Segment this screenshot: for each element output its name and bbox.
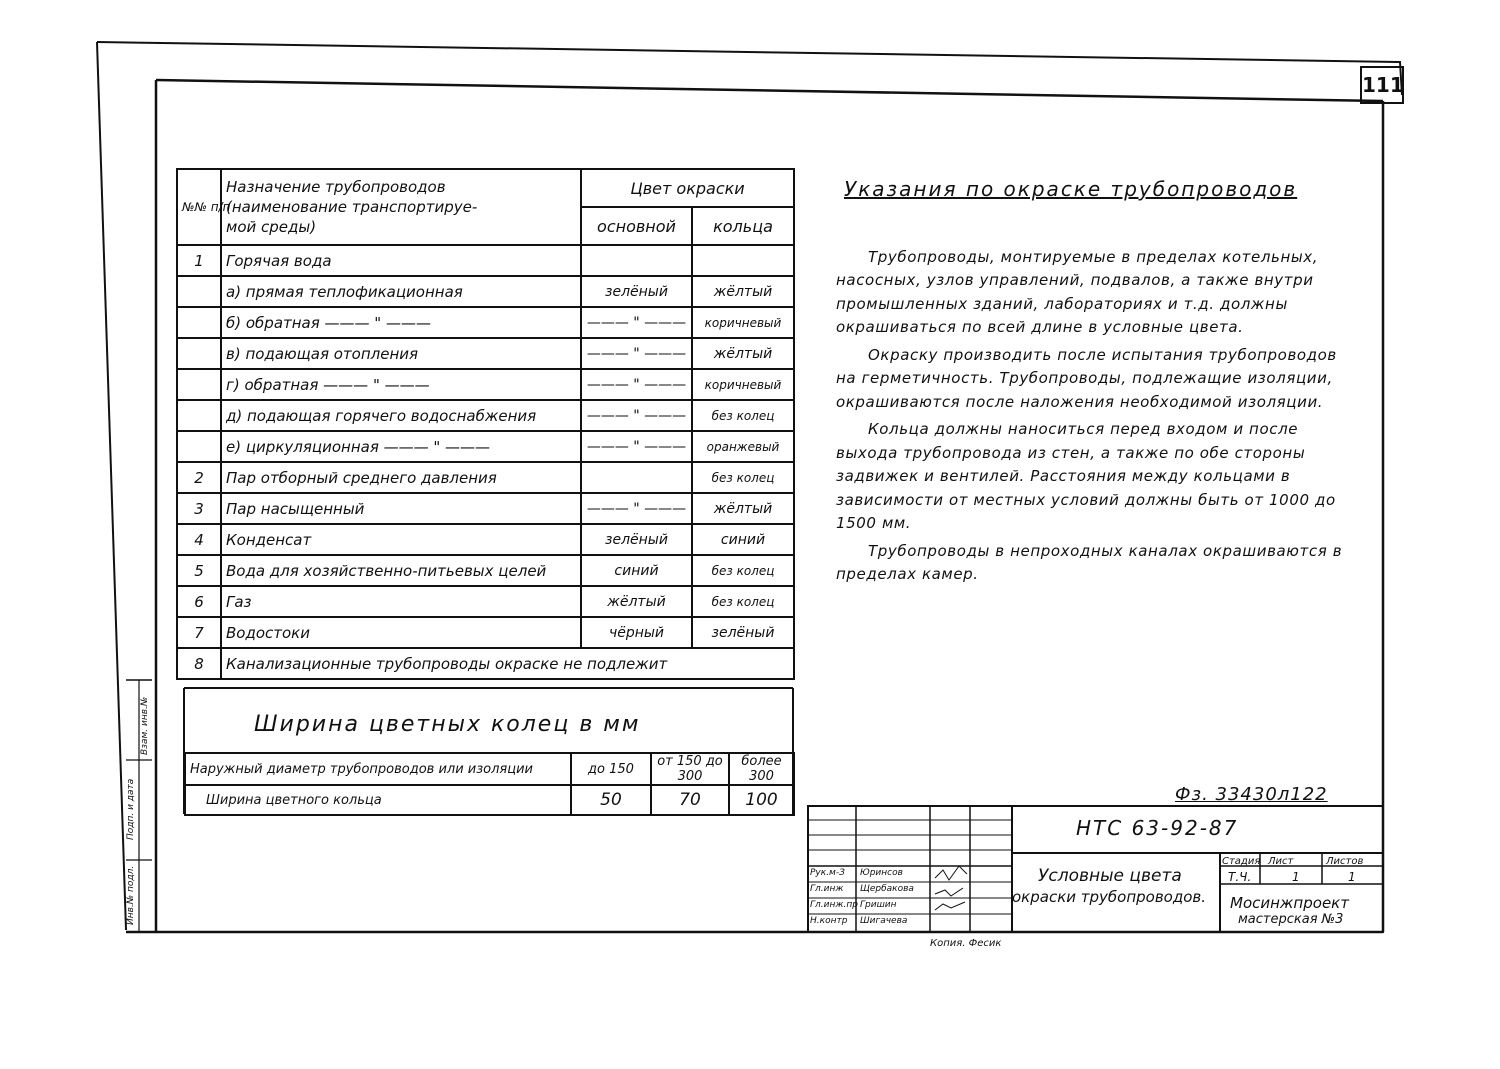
ring-val-1: 70	[651, 785, 729, 815]
role-2: Гл.инж.пр	[810, 900, 858, 910]
row-base-color	[581, 462, 692, 493]
side-stamp-0: Инв.№ подл.	[126, 865, 136, 925]
table-row	[177, 400, 794, 431]
person-3: Шигачева	[860, 916, 908, 926]
row-num: 6	[177, 586, 221, 617]
row-num: 1	[177, 245, 221, 276]
row-ring-color: зелёный	[692, 617, 794, 648]
sheet-label: Лист	[1268, 856, 1294, 867]
row-name: е) циркуляционная ——— " ———	[221, 431, 581, 462]
organization-name: Мосинжпроект	[1230, 894, 1349, 912]
table-row	[177, 462, 794, 493]
instructions-title: Указания по окраске трубопроводов	[844, 177, 1298, 201]
row-base-color: ——— " ———	[581, 431, 692, 462]
row-num	[177, 431, 221, 462]
role-1: Гл.инж	[810, 884, 844, 894]
row-ring-color: без колец	[692, 400, 794, 431]
row-ring-color: оранжевый	[692, 431, 794, 462]
header-num: №№ п/п	[177, 169, 221, 245]
row-ring-color: без колец	[692, 586, 794, 617]
table-row	[177, 245, 794, 276]
row-name: а) прямая теплофикационная	[221, 276, 581, 307]
table-row	[177, 617, 794, 648]
row-num: 2	[177, 462, 221, 493]
table-row	[177, 555, 794, 586]
row-num	[177, 307, 221, 338]
row-base-color: жёлтый	[581, 586, 692, 617]
row-num	[177, 276, 221, 307]
stage-label: Стадия	[1222, 856, 1261, 867]
row-base-color: ——— " ———	[581, 369, 692, 400]
ring-col-2: более 300	[729, 753, 794, 785]
instructions-paragraph-2: Окраску производить после испытания трубопроводов на герметичность. Трубопроводы, подлежащие изоляции, окрашиваются после наложения необходимой изоляции.	[836, 345, 1337, 411]
row-ring-color	[692, 245, 794, 276]
side-stamp-2: Взам. инв.№	[140, 696, 150, 755]
row-ring-color: коричневый	[692, 369, 794, 400]
header-purpose	[221, 169, 581, 245]
header-rings: кольца	[692, 207, 794, 245]
table-row	[177, 369, 794, 400]
header-purpose-line1: Назначение трубопроводов	[226, 178, 446, 196]
ring-width-table	[184, 752, 795, 816]
table-body	[177, 245, 794, 648]
row-num: 8	[177, 648, 221, 679]
sheet-value: 1	[1292, 870, 1300, 884]
document-title-line1: Условные цвета	[1038, 866, 1182, 886]
person-2: Гришин	[860, 900, 897, 910]
title-block	[808, 804, 1383, 932]
row-num	[177, 400, 221, 431]
row-name: Канализационные трубопроводы окраске не подлежит	[221, 648, 794, 679]
row-name: в) подающая отопления	[221, 338, 581, 369]
instructions-paragraph-1: Трубопроводы, монтируемые в пределах котельных, насосных, узлов управлений, подвалов, а также внутри промышленных зданий, лабораториях и т.д. должны окрашиваться по всей длине в условные цвета.	[836, 247, 1319, 336]
table-row	[177, 586, 794, 617]
row-num	[177, 338, 221, 369]
row-ring-color: коричневый	[692, 307, 794, 338]
row-name: Водостоки	[221, 617, 581, 648]
role-3: Н.контр	[810, 916, 848, 926]
row-base-color: чёрный	[581, 617, 692, 648]
row-ring-color: синий	[692, 524, 794, 555]
organization-workshop: мастерская №3	[1238, 912, 1344, 927]
row-ring-color: жёлтый	[692, 276, 794, 307]
ring-width-section	[184, 688, 793, 814]
stage-value: Т.Ч.	[1228, 870, 1252, 884]
row-base-color: ——— " ———	[581, 307, 692, 338]
row-name: б) обратная ——— " ———	[221, 307, 581, 338]
pipe-color-table	[176, 168, 795, 680]
document-code: НТС 63-92-87	[1076, 816, 1239, 840]
side-binding-stamp	[122, 680, 152, 930]
row-name: Пар насыщенный	[221, 493, 581, 524]
row-name: д) подающая горячего водоснабжения	[221, 400, 581, 431]
row-base-color	[581, 245, 692, 276]
row-name: Вода для хозяйственно-питьевых целей	[221, 555, 581, 586]
row-num: 4	[177, 524, 221, 555]
table-row	[177, 524, 794, 555]
row-ring-color: жёлтый	[692, 338, 794, 369]
document-title-line2: окраски трубопроводов.	[1012, 888, 1207, 906]
person-1: Щербакова	[860, 884, 914, 894]
instructions-paragraph-4: Трубопроводы в непроходных каналах окрашиваются в пределах камер.	[836, 541, 1343, 583]
archive-number: Фз. 33430л122	[1175, 784, 1328, 805]
person-0: Юринсов	[860, 868, 903, 878]
row-name: Газ	[221, 586, 581, 617]
row-base-color: синий	[581, 555, 692, 586]
ring-val-2: 100	[729, 785, 794, 815]
table-row	[177, 493, 794, 524]
header-purpose-line2: (наименование транспортируе-	[226, 198, 478, 216]
copy-note: Копия. Фесик	[930, 938, 1002, 949]
row-base-color: ——— " ———	[581, 493, 692, 524]
ring-col-1: от 150 до 300	[651, 753, 729, 785]
role-0: Рук.м-З	[810, 868, 845, 878]
table-row	[177, 338, 794, 369]
row-base-color: ——— " ———	[581, 400, 692, 431]
row-base-color: зелёный	[581, 276, 692, 307]
row-base-color: зелёный	[581, 524, 692, 555]
table-row	[177, 276, 794, 307]
row-name: г) обратная ——— " ———	[221, 369, 581, 400]
ring-diameter-label: Наружный диаметр трубопроводов или изоляции	[185, 753, 571, 785]
row-base-color: ——— " ———	[581, 338, 692, 369]
row-name: Горячая вода	[221, 245, 581, 276]
row-num: 7	[177, 617, 221, 648]
ring-width-title: Ширина цветных колец в мм	[254, 712, 641, 737]
row-num	[177, 369, 221, 400]
sheets-value: 1	[1348, 870, 1356, 884]
header-base: основной	[581, 207, 692, 245]
row-name: Пар отборный среднего давления	[221, 462, 581, 493]
row-num: 5	[177, 555, 221, 586]
painting-instructions	[836, 178, 1356, 591]
table-row	[177, 431, 794, 462]
row-name: Конденсат	[221, 524, 581, 555]
sheets-label: Листов	[1326, 856, 1364, 867]
side-stamp-1: Подп. и дата	[126, 778, 136, 840]
ring-val-0: 50	[571, 785, 651, 815]
header-purpose-line3: мой среды)	[226, 218, 317, 236]
page-number: 111	[1360, 66, 1404, 104]
ring-width-label: Ширина цветного кольца	[185, 785, 571, 815]
table-row	[177, 307, 794, 338]
header-color: Цвет окраски	[581, 169, 794, 207]
ring-col-0: до 150	[571, 753, 651, 785]
row-ring-color: без колец	[692, 555, 794, 586]
row-ring-color: жёлтый	[692, 493, 794, 524]
row-num: 3	[177, 493, 221, 524]
instructions-paragraph-3: Кольца должны наноситься перед входом и после выхода трубопровода из стен, а также по обе стороны задвижек и вентилей. Расстояния между кольцами в зависимости от местных условий должны быть от 1000 до 1500 мм.	[836, 420, 1336, 532]
row-ring-color: без колец	[692, 462, 794, 493]
